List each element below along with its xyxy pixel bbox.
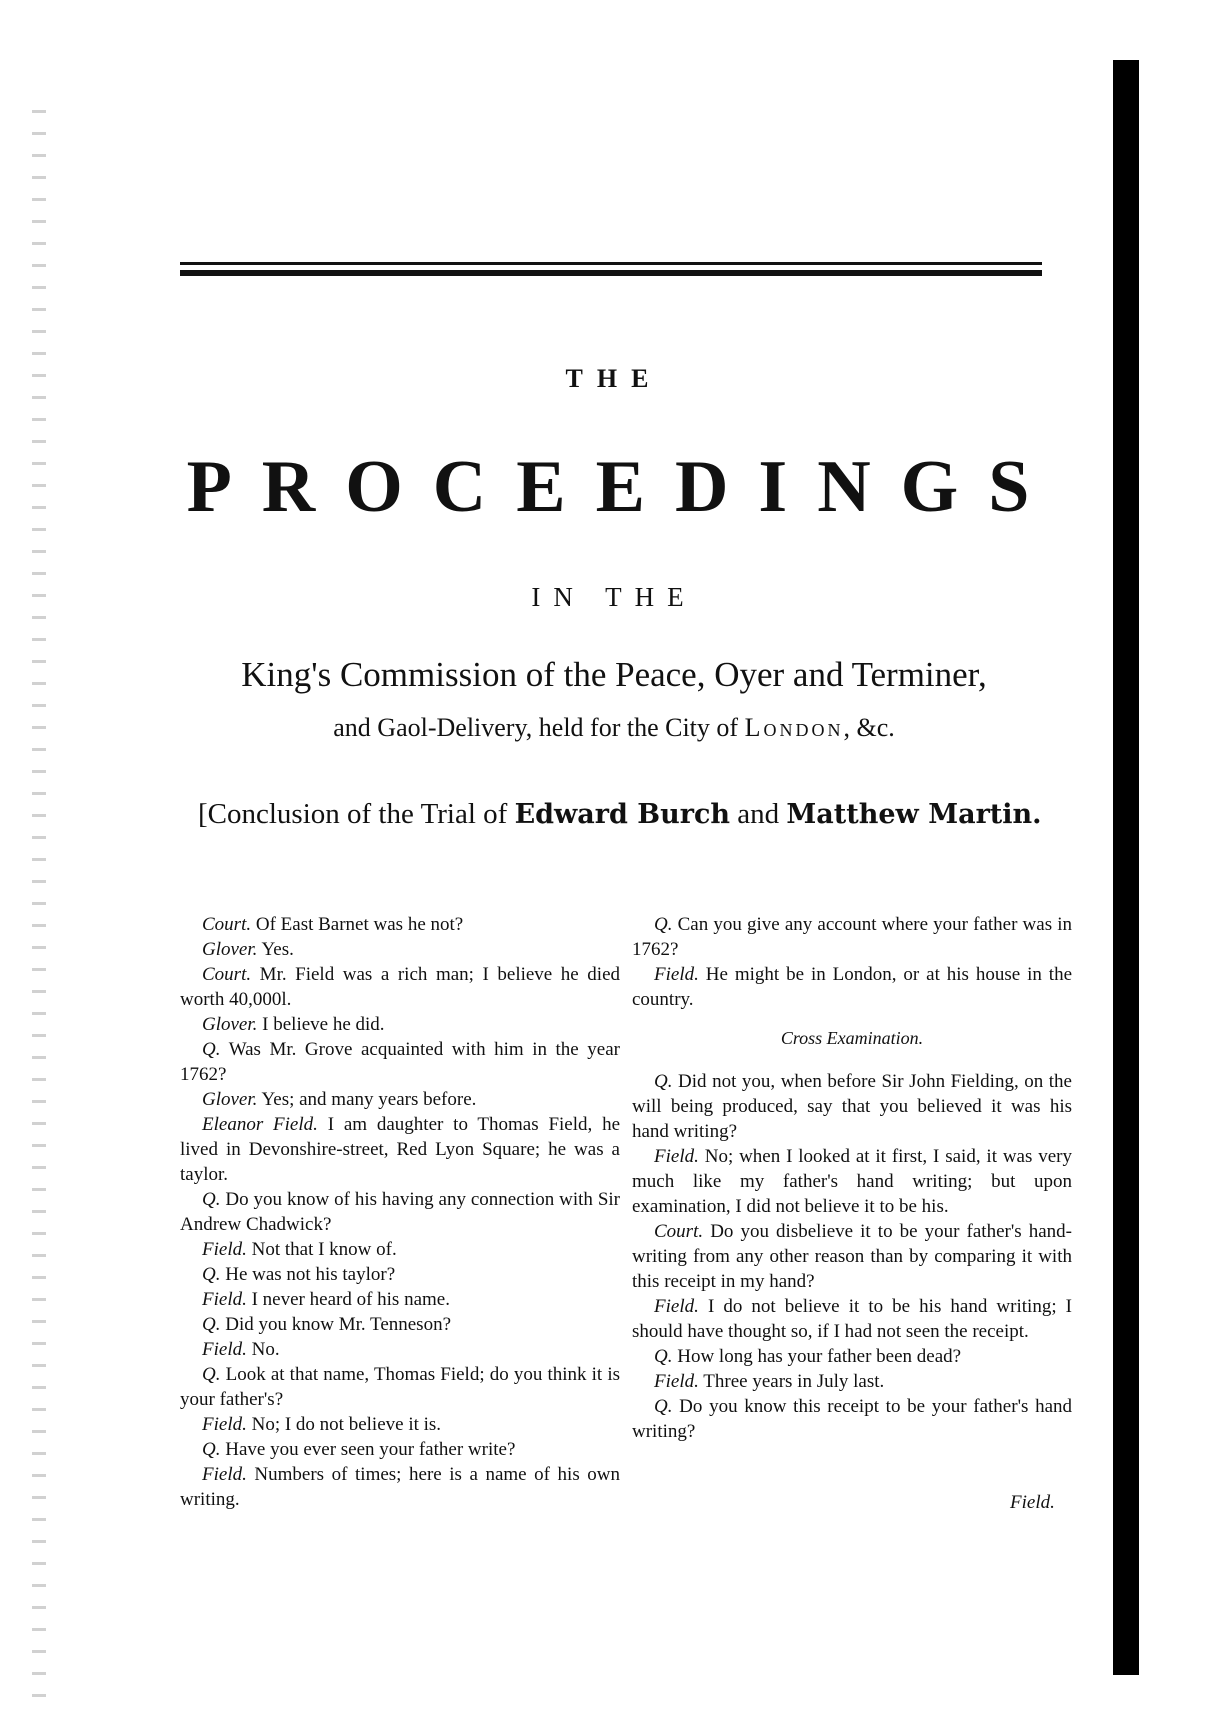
testimony-text: How long has your father been dead?	[677, 1346, 962, 1367]
trial-conclusion-heading	[198, 796, 1074, 833]
testimony-paragraph	[180, 1337, 620, 1362]
testimony-paragraph	[180, 1112, 620, 1187]
speaker-label: Field.	[654, 1296, 699, 1317]
testimony-paragraph	[180, 1462, 620, 1512]
speaker-label: Q.	[654, 914, 673, 935]
testimony-paragraph	[632, 912, 1072, 962]
title-in-the: IN THE	[531, 582, 697, 612]
right-column	[632, 912, 1072, 1444]
testimony-text: Three years in July last.	[703, 1371, 885, 1392]
testimony-text: Numbers of times; here is a name of his own writing.	[180, 1464, 621, 1510]
speaker-label: Q.	[202, 1439, 221, 1460]
testimony-paragraph	[180, 1237, 620, 1262]
testimony-paragraph	[180, 1262, 620, 1287]
gaol-prefix: and Gaol-Delivery, held for the City of	[333, 713, 739, 742]
speaker-label: Q.	[654, 1346, 673, 1367]
header-rule-thin	[180, 262, 1042, 265]
testimony-text: No; when I looked at it first, I said, it was very much like my father's hand writing; but upon examination, I did not believe it to be his.	[632, 1146, 1072, 1217]
speaker-label: Glover.	[202, 1089, 258, 1110]
speaker-label: Field.	[654, 1371, 699, 1392]
testimony-paragraph	[180, 1037, 620, 1087]
gaol-delivery-line	[0, 713, 1228, 743]
testimony-paragraph	[180, 937, 620, 962]
speaker-label: Eleanor Field.	[202, 1114, 318, 1135]
testimony-text: Do you know this receipt to be your father's hand writing?	[632, 1396, 1072, 1442]
defendant-two: Matthew Martin.	[786, 799, 1042, 830]
speaker-label: Court.	[654, 1221, 704, 1242]
testimony-text: Yes; and many years before.	[261, 1089, 477, 1110]
testimony-text: I do not believe it to be his hand writing; I should have thought so, if I had not seen the receipt.	[632, 1296, 1072, 1342]
testimony-paragraph	[180, 1412, 620, 1437]
conclusion-prefix: [Conclusion of the Trial of	[198, 798, 508, 830]
conjunction: and	[737, 798, 780, 830]
testimony-text: He might be in London, or at his house in the country.	[632, 964, 1073, 1010]
testimony-paragraph	[180, 1087, 620, 1112]
gaol-suffix: , &c.	[843, 713, 895, 742]
speaker-label: Glover.	[202, 1014, 258, 1035]
cross-examination-heading: Cross Examination.	[780, 1028, 924, 1048]
speaker-label: Field.	[654, 964, 699, 985]
testimony-paragraph	[180, 962, 620, 1012]
testimony-text: Have you ever seen your father write?	[225, 1439, 516, 1460]
testimony-text: He was not his taylor?	[225, 1264, 396, 1285]
testimony-text: Was Mr. Grove acquainted with him in the year 1762?	[180, 1039, 620, 1085]
testimony-paragraph	[180, 1012, 620, 1037]
testimony-text: I am daughter to Thomas Field, he lived in Devonshire-street, Red Lyon Square; he was a taylor.	[180, 1114, 621, 1185]
speaker-label: Q.	[654, 1071, 673, 1092]
testimony-text: Not that I know of.	[251, 1239, 397, 1260]
speaker-label: Glover.	[202, 939, 258, 960]
testimony-paragraph	[632, 1344, 1072, 1369]
testimony-paragraph	[180, 1437, 620, 1462]
testimony-text: Of East Barnet was he not?	[255, 914, 464, 935]
speaker-label: Field.	[654, 1146, 699, 1167]
testimony-paragraph	[632, 1294, 1072, 1344]
page-title: PROCEEDINGS	[186, 446, 1060, 528]
testimony-paragraph	[180, 1362, 620, 1412]
testimony-paragraph	[632, 1069, 1072, 1144]
testimony-text: Did you know Mr. Tenneson?	[225, 1314, 452, 1335]
testimony-paragraph	[180, 1287, 620, 1312]
title-the: THE	[565, 364, 663, 393]
speaker-label: Field.	[202, 1464, 247, 1485]
testimony-paragraph	[180, 1312, 620, 1337]
testimony-text: No.	[251, 1339, 280, 1360]
testimony-text: Mr. Field was a rich man; I believe he died worth 40,000l.	[180, 964, 620, 1010]
speaker-label: Court.	[202, 914, 252, 935]
testimony-paragraph	[632, 1144, 1072, 1219]
catchword: Field.	[1010, 1492, 1055, 1513]
defendant-one: Edward Burch	[514, 799, 731, 830]
speaker-label: Q.	[202, 1364, 221, 1385]
header-rule-thick	[180, 270, 1042, 276]
left-column	[180, 912, 620, 1512]
speaker-label: Q.	[202, 1039, 221, 1060]
testimony-text: Yes.	[261, 939, 294, 960]
testimony-text: Do you disbelieve it to be your father's hand-writing from any other reason than by comparing it with this receipt in my hand?	[632, 1221, 1072, 1292]
testimony-text: No; I do not believe it is.	[251, 1414, 442, 1435]
testimony-text: Do you know of his having any connection with Sir Andrew Chadwick?	[180, 1189, 621, 1235]
testimony-text: Can you give any account where your father was in 1762?	[632, 914, 1073, 960]
commission-line: King's Commission of the Peace, Oyer and Terminer,	[241, 655, 987, 694]
speaker-label: Court.	[202, 964, 252, 985]
testimony-paragraph	[632, 1394, 1072, 1444]
testimony-text: I never heard of his name.	[251, 1289, 450, 1310]
testimony-paragraph	[180, 1187, 620, 1237]
speaker-label: Q.	[654, 1396, 673, 1417]
testimony-text: Look at that name, Thomas Field; do you think it is your father's?	[180, 1364, 620, 1410]
speaker-label: Q.	[202, 1189, 221, 1210]
testimony-paragraph	[180, 912, 620, 937]
speaker-label: Field.	[202, 1239, 247, 1260]
testimony-text: I believe he did.	[262, 1014, 385, 1035]
testimony-paragraph	[632, 1369, 1072, 1394]
speaker-label: Field.	[202, 1414, 247, 1435]
speaker-label: Field.	[202, 1289, 247, 1310]
gaol-city: London	[744, 713, 844, 742]
speaker-label: Field.	[202, 1339, 247, 1360]
testimony-text: Did not you, when before Sir John Fielding, on the will being produced, say that you believed it was his hand writing?	[632, 1071, 1072, 1142]
speaker-label: Q.	[202, 1264, 221, 1285]
scan-edge-bar	[1113, 60, 1139, 1675]
testimony-paragraph	[632, 962, 1072, 1012]
testimony-paragraph	[632, 1219, 1072, 1294]
speaker-label: Q.	[202, 1314, 221, 1335]
scan-margin-marks	[32, 110, 46, 1710]
